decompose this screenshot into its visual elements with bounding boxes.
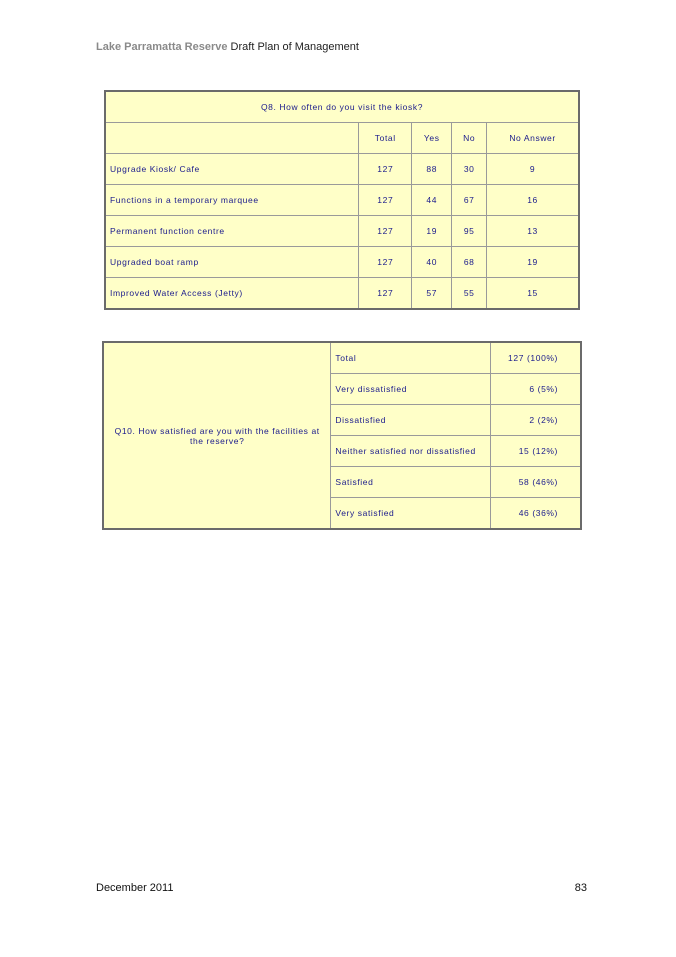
q8-row-total: 127 [359, 154, 412, 185]
header-title: Draft Plan of Management [230, 41, 359, 53]
q8-row-label: Functions in a temporary marquee [106, 185, 359, 216]
q10-row-label: Dissatisfied [331, 405, 491, 436]
q8-row-no-answer: 13 [487, 216, 579, 247]
q8-row-yes: 19 [412, 216, 452, 247]
q8-row-label: Improved Water Access (Jetty) [106, 278, 359, 309]
q10-row-value: 2 (2%) [491, 405, 581, 436]
q10-row-label: Very satisfied [331, 498, 491, 529]
q8-row-no: 95 [452, 216, 487, 247]
q10-question: Q10. How satisfied are you with the facilities at the reserve? [104, 343, 331, 529]
q8-row-total: 127 [359, 247, 412, 278]
q8-row-no-answer: 15 [487, 278, 579, 309]
footer-date: December 2011 [96, 882, 174, 894]
table-row [104, 343, 581, 374]
q10-table [103, 342, 581, 529]
q10-row-label: Total [331, 343, 491, 374]
q8-header-row [106, 123, 579, 154]
q8-row-no-answer: 16 [487, 185, 579, 216]
q10-row-label: Neither satisfied nor dissatisfied [331, 436, 491, 467]
q8-header-total: Total [359, 123, 412, 154]
q8-header-no: No [452, 123, 487, 154]
q8-question-row [106, 92, 579, 123]
q8-row-no: 68 [452, 247, 487, 278]
q8-row-total: 127 [359, 278, 412, 309]
q8-row-no: 30 [452, 154, 487, 185]
q8-question: Q8. How often do you visit the kiosk? [106, 92, 579, 123]
q8-header-blank [106, 123, 359, 154]
q10-row-value: 58 (46%) [491, 467, 581, 498]
q10-row-label: Very dissatisfied [331, 374, 491, 405]
table-row [106, 154, 579, 185]
q8-row-yes: 40 [412, 247, 452, 278]
q8-row-label: Permanent function centre [106, 216, 359, 247]
q8-table [105, 91, 579, 309]
q8-row-label: Upgrade Kiosk/ Cafe [106, 154, 359, 185]
q8-row-label: Upgraded boat ramp [106, 247, 359, 278]
q10-row-value: 46 (36%) [491, 498, 581, 529]
q10-row-value: 15 (12%) [491, 436, 581, 467]
table-row [106, 216, 579, 247]
q8-header-no-answer: No Answer [487, 123, 579, 154]
q8-row-total: 127 [359, 185, 412, 216]
q8-header-yes: Yes [412, 123, 452, 154]
q8-row-no-answer: 19 [487, 247, 579, 278]
q8-row-yes: 88 [412, 154, 452, 185]
q10-row-value: 127 (100%) [491, 343, 581, 374]
q8-row-no: 55 [452, 278, 487, 309]
q10-row-label: Satisfied [331, 467, 491, 498]
header-org: Lake Parramatta Reserve [96, 41, 228, 53]
q8-row-no: 67 [452, 185, 487, 216]
q8-row-total: 127 [359, 216, 412, 247]
q8-row-no-answer: 9 [487, 154, 579, 185]
q10-row-value: 6 (5%) [491, 374, 581, 405]
q8-row-yes: 44 [412, 185, 452, 216]
page-number: 83 [574, 882, 587, 894]
table-row [106, 278, 579, 309]
table-row [106, 185, 579, 216]
table-row [106, 247, 579, 278]
q8-row-yes: 57 [412, 278, 452, 309]
page-header [96, 41, 359, 53]
